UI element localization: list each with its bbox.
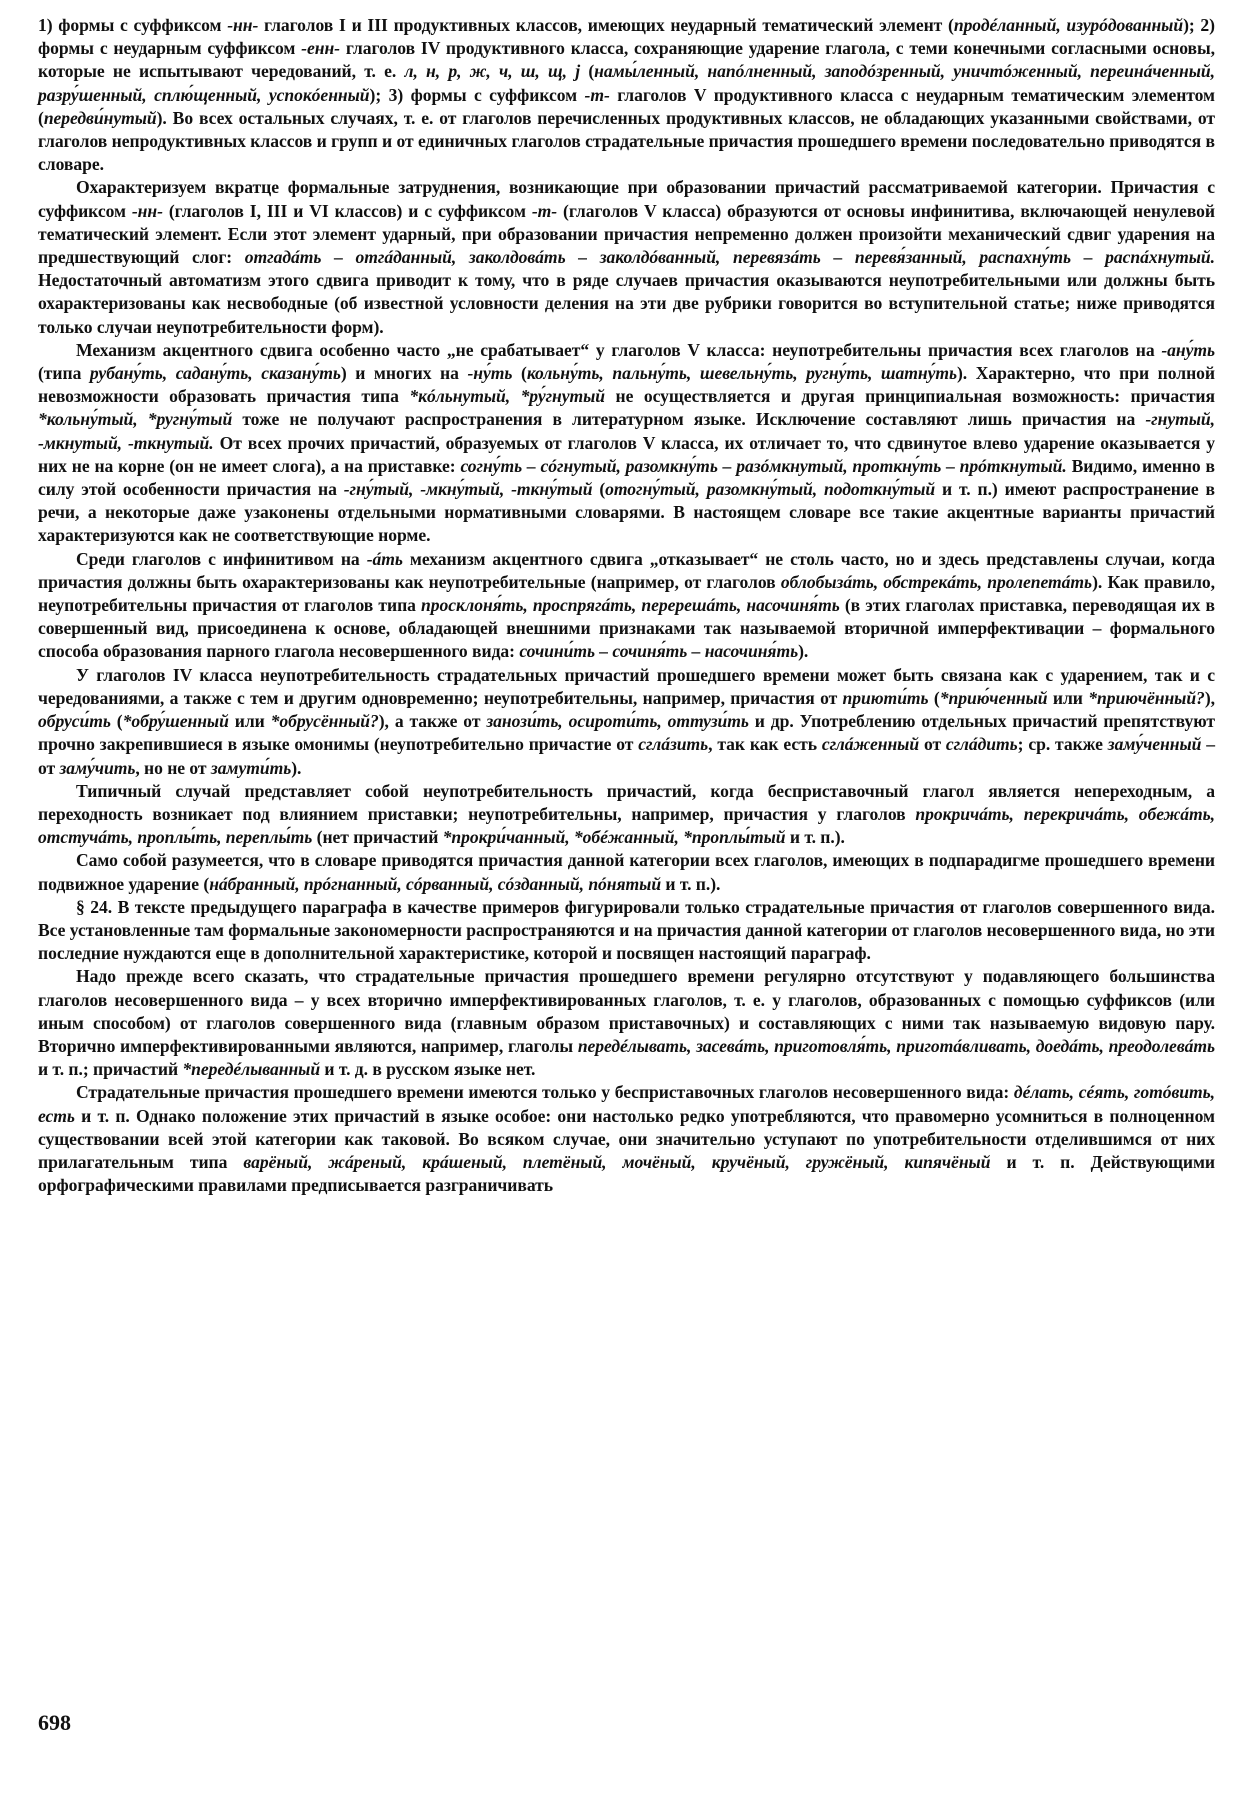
text-run: Страдательные причастия прошедшего времени имеются только у бесприставочных глаголов несовершенного вида:: [76, 1082, 1014, 1103]
text-run: ). Как правило, неупотребительны причастия от глаголов типа: [38, 571, 1216, 616]
text-run: (глаголов V класса) образуются от основы инфинитива, включающей ненулевой тематический элемент. Если этот элемент ударный, при образовании причастия непременно должен произойти механический сдвиг ударения на предшествующий слог:: [38, 200, 1215, 268]
italic-example: нáбранный, прóгнанный, сóрванный, сóзданный, пóнятый: [209, 873, 662, 894]
italic-example: приюти́ть: [842, 687, 929, 708]
text-run: ) и многих на: [340, 363, 468, 384]
text-run: Недостаточный автоматизм этого сдвига приводит к тому, что в ряде случаев причастия оказываются неупотребительными или должны быть охарактеризованы как несвободные (об известной условности деления на эти две рубрики говорится во вступительной статье; ниже приводятся только случаи неупотребительности форм).: [38, 270, 1215, 337]
italic-example: -áть: [366, 548, 403, 569]
text-run: 1) формы с суффиксом: [38, 15, 228, 35]
text-run: и т. п. Однако положение этих причастий в языке особое: они настолько редко употребляются, что правомерно усомниться в полноценном существовании всей этой категории как таковой. Во всяком случае, они значительно уступают по употребительности отделившимся от них прилагательным типа: [38, 1105, 1215, 1172]
text-run: ).: [291, 757, 302, 778]
text-run: ). Характерно, что при полной невозможности образовать причастия типа: [38, 363, 1215, 407]
text-run: (нет причастий: [312, 827, 443, 848]
italic-example: *кольну́тый, *ругну́тый: [38, 409, 233, 430]
italic-example: *кóльнутый, *ру́гнутый: [409, 386, 606, 407]
text-run: не осуществляется и другая принципиальная возможность: причастия: [605, 386, 1215, 407]
text-run: ).: [798, 641, 809, 662]
text-run: и т. п.) имеют распространение в речи, а некоторые даже узаконены отдельными нормативными словарями. В настоящем словаре все такие акцентные варианты причастий характеризуются как не соответствующие норме.: [38, 479, 1215, 546]
paragraph: [38, 548, 1215, 664]
text-run: Механизм акцентного сдвига особенно часто „не срабатывает“ у глаголов V класса: неупотребительны причастия всех глаголов на: [76, 339, 1162, 360]
text-run: и др. Употреблению отдельных причастий препятствуют прочно закрепившиеся в языке омонимы (неупотребительно причастие от: [38, 711, 1215, 755]
italic-example: *передéлыванный: [182, 1059, 321, 1080]
document-page: [38, 14, 1215, 1197]
italic-example: -т-: [531, 200, 558, 221]
text-run: или: [1047, 687, 1089, 708]
text-run: ); 2) формы с неударным суффиксом: [38, 15, 1215, 59]
italic-example: намы́ленный, напóлненный, заподóзренный, уничтóженный, переинáченный, разру́шенный, сплю́щенный, успокóенный: [38, 61, 1215, 105]
text-run: глаголов V продуктивного класса с неударным тематическим элементом (: [38, 84, 1215, 128]
italic-example: *прокри́чанный, *обéжанный, *проплы́тый: [442, 827, 786, 848]
italic-example: прокричáть, перекричáть, обежáть, отстучáть, проплы́ть, переплы́ть: [38, 803, 1216, 848]
text-run: § 24. В тексте предыдущего параграфа в качестве примеров фигурировали только страдательные причастия от глаголов совершенного вида. Все установленные там формальные закономерности распространяются и на причастия данной категории от глаголов несовершенного вида, но эти последние нуждаются еще в дополнительной характеристике, которой и посвящен настоящий параграф.: [38, 896, 1215, 964]
text-run: Охарактеризуем вкратце формальные затруднения, возникающие при образовании причастий рассматриваемой категории. Причастия с суффиксом: [38, 177, 1215, 221]
text-run: , так как есть: [708, 734, 822, 755]
text-run: – от: [38, 734, 1215, 778]
italic-example: просклоня́ть, проспрягáть, перерешáть, насочиня́ть: [421, 595, 840, 616]
italic-example: л, н, р, ж, ч, ш, щ, j: [404, 61, 581, 82]
text-run: или: [228, 711, 271, 732]
italic-example: -енн-: [301, 38, 340, 59]
text-run: и т. п.).: [785, 827, 845, 848]
paragraph: [38, 14, 1215, 176]
italic-example: -нн-: [131, 200, 163, 221]
text-run: Надо прежде всего сказать, что страдательные причастия прошедшего времени регулярно отсутствуют у подавляющего большинства глаголов несовершенного вида – у всех вторично имперфективированных глаголов, т. е. у глаголов, образованных с помощью суффиксов (или иным способом) от глаголов совершенного вида (главным образом приставочных) и составляющих с ними так называемую видовую пару. Вторично имперфективированными являются, например, глаголы: [38, 966, 1215, 1056]
italic-example: согну́ть – сóгнутый, разомкну́ть – разóмкнутый, проткну́ть – прóткнутый.: [460, 455, 1067, 476]
italic-example: облобызáть, обстрекáть, пролепетáть: [780, 571, 1093, 592]
text-run: (глаголов I, III и VI классов) и с суффиксом: [162, 200, 532, 221]
italic-example: сглáженный: [821, 734, 920, 755]
italic-example: *обру́шенный: [122, 711, 229, 732]
text-run: тоже не получают распространения в литературном языке. Исключение составляют лишь причастия на: [232, 409, 1146, 430]
italic-example: сглáдить: [945, 734, 1018, 755]
text-run: и т. д. в русском языке нет.: [320, 1059, 536, 1080]
italic-example: обруси́ть: [38, 711, 111, 732]
italic-example: замути́ть: [210, 757, 292, 778]
italic-example: -гну́тый, -мкну́тый, -ткну́тый: [343, 479, 593, 500]
text-run: ), а также от: [378, 711, 487, 732]
italic-example: -ану́ть: [1161, 339, 1215, 360]
italic-example: рубану́ть, садану́ть, сказану́ть: [89, 363, 341, 384]
text-run: ; ср. также: [1017, 734, 1108, 755]
text-run: ); 3) формы с суффиксом: [369, 84, 585, 105]
text-run: и т. п. Действующими орфографическими правилами предписывается разграничивать: [38, 1151, 1216, 1196]
text-run: и т. п.; причастий: [38, 1059, 183, 1080]
text-run: и т. п.).: [661, 873, 721, 894]
italic-example: продéланный, изурóдованный: [953, 15, 1184, 35]
text-run: ),: [1204, 687, 1215, 708]
body-text: [38, 14, 1215, 1197]
paragraph: [38, 176, 1215, 338]
text-run: От всех прочих причастий, образуемых от глаголов V класса, их отличает то, что сдвинутое влево ударение оказывается у них не на корне (он не имеет слога), а на приставке:: [38, 432, 1216, 476]
paragraph: [38, 896, 1215, 966]
text-run: (: [592, 479, 606, 500]
italic-example: *обрусённый?: [270, 711, 379, 732]
italic-example: кольну́ть, пальну́ть, шевельну́ть, ругну́ть, шатну́ть: [526, 363, 957, 384]
text-run: Видимо, именно в силу этой особенности причастия на: [38, 455, 1215, 500]
text-run: глаголов I и III продуктивных классов, имеющих неударный тематический элемент (: [258, 15, 954, 35]
text-run: механизм акцентного сдвига „отказывает“ не столь часто, но и здесь представлены случаи, когда причастия должны быть охарактеризованы как неупотребительные (например, от глаголов: [38, 548, 1215, 592]
italic-example: дéлать, сéять, готóвить, есть: [38, 1082, 1215, 1126]
text-run: ). Во всех остальных случаях, т. е. от глаголов перечисленных продуктивных классов, не обладающих указанными свойствами, от глаголов непродуктивных классов и групп и от единичных глаголов страдательные причастия прошедшего времени последовательно приводятся в словаре.: [38, 107, 1215, 175]
italic-example: отогну́тый, разомкну́тый, подоткну́тый: [605, 479, 936, 500]
page-number: 698: [38, 1710, 71, 1735]
italic-example: передéлывать, засевáть, приготовля́ть, приготáвливать, доедáть, преодолевáть: [577, 1035, 1215, 1056]
italic-example: -т-: [584, 84, 610, 105]
paragraph: [38, 664, 1215, 780]
italic-example: заму́ченный: [1107, 734, 1202, 755]
italic-example: сглáзить: [638, 734, 709, 755]
paragraph: [38, 339, 1215, 548]
italic-example: варёный, жáреный, крáшеный, плетёный, мочёный, кручёный, гружёный, кипячёный: [243, 1151, 991, 1172]
text-run: (: [512, 363, 527, 384]
italic-example: занози́ть, осироти́ть, оттузи́ть: [486, 711, 749, 732]
text-run: (типа: [38, 363, 90, 384]
text-run: (: [928, 687, 940, 708]
text-run: У глаголов IV класса неупотребительность страдательных причастий прошедшего времени может быть связана как с ударением, так и с чередованиями, а также с тем и другим одновременно; неупотребительны, например, причастия от: [38, 664, 1215, 708]
paragraph: [38, 1081, 1215, 1197]
paragraph: [38, 965, 1215, 1081]
italic-example: -нн-: [227, 15, 259, 35]
italic-example: заму́чить: [59, 757, 136, 778]
italic-example: передви́нутый: [43, 107, 157, 128]
text-run: (: [580, 61, 595, 82]
text-run: (в этих глаголах приставка, переводящая их в совершенный вид, присоединена к основе, обладающей внешними признаками так называемой вторичной имперфективации – формального способа образования парного глагола несовершенного вида:: [38, 595, 1215, 662]
paragraph: [38, 780, 1215, 850]
text-run: (: [110, 711, 123, 732]
italic-example: -гнутый, -мкнутый, -ткнутый.: [38, 409, 1215, 453]
italic-example: -ну́ть: [467, 363, 513, 384]
text-run: , но не от: [135, 757, 211, 778]
text-run: Само собой разумеется, что в словаре приводятся причастия данной категории всех глаголов, имеющих в подпарадигме прошедшего времени подвижное ударение (: [38, 850, 1215, 894]
text-run: Среди глаголов с инфинитивом на: [76, 548, 367, 569]
italic-example: сочини́ть – сочиня́ть – насочиня́ть: [519, 641, 799, 662]
text-run: глаголов IV продуктивного класса, сохраняющие ударение глагола, с теми конечными согласными основы, которые не испытывают чередований, т. е.: [38, 38, 1215, 82]
italic-example: *приючённый?: [1088, 687, 1205, 708]
text-run: от: [919, 734, 946, 755]
text-run: Типичный случай представляет собой неупотребительность причастий, когда бесприставочный глагол является непереходным, а переходность возникает под влиянием приставки; неупотребительны, например, причастия у глаголов: [38, 780, 1215, 824]
paragraph: [38, 849, 1215, 895]
italic-example: отгадáть – отгáданный, заколдовáть – заколдóванный, перевязáть – перевя́занный, распахну́ть – распáхнутый.: [244, 247, 1215, 268]
italic-example: *прию́ченный: [939, 687, 1048, 708]
